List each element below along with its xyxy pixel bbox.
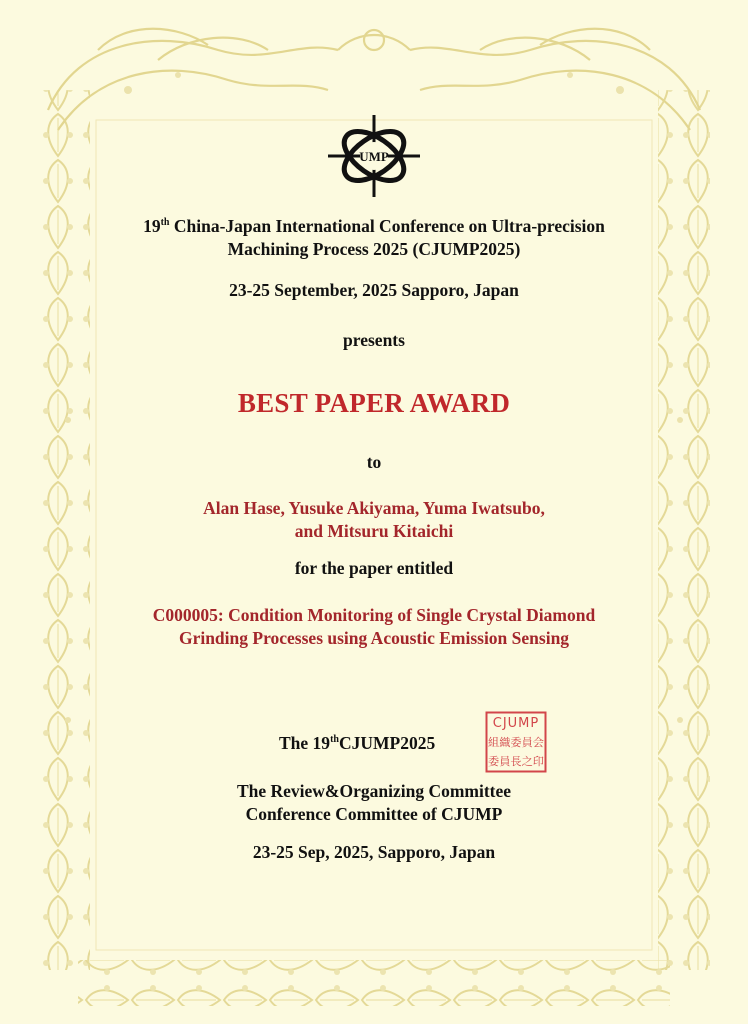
presents-text: presents — [343, 330, 405, 350]
organizer-line: The 19thCJUMP2025 — [279, 733, 436, 753]
paper-entitled-text: for the paper entitled — [294, 558, 454, 578]
conference-title-line1: 19th China-Japan International Conference on Ultra-precision — [143, 216, 605, 236]
paper-title — [0, 604, 748, 650]
seal-row1: CJUMP — [492, 716, 540, 731]
footer-date-place: 23-25 Sep, 2025, Sapporo, Japan — [252, 842, 496, 862]
logo-text: UMP — [359, 149, 389, 164]
authors-line2: and Mitsuru Kitaichi — [294, 521, 454, 541]
conference-title-line2: Machining Process 2025 (CJUMP2025) — [227, 239, 521, 259]
committee-line1: The Review&Organizing Committee — [236, 781, 512, 801]
award-title: BEST PAPER AWARD — [237, 388, 511, 418]
paper-title-line1: C000005: Condition Monitoring of Single Crystal Diamond — [152, 605, 596, 625]
conference-date-place: 23-25 September, 2025 Sapporo, Japan — [229, 280, 519, 300]
authors-line1: Alan Hase, Yusuke Akiyama, Yuma Iwatsubo, — [203, 498, 545, 518]
author-names — [0, 497, 748, 543]
seal-row3: 委員長之印 — [488, 755, 544, 768]
ump-atom-logo-icon — [324, 113, 424, 199]
to-text: to — [366, 452, 382, 472]
conference-title — [0, 215, 748, 261]
paper-title-line2: Grinding Processes using Acoustic Emission Sensing — [178, 628, 570, 648]
seal-row2: 組織委員会 — [488, 736, 543, 749]
committee-names — [0, 780, 748, 826]
committee-line2: Conference Committee of CJUMP — [245, 804, 503, 824]
official-seal-stamp — [485, 711, 547, 773]
